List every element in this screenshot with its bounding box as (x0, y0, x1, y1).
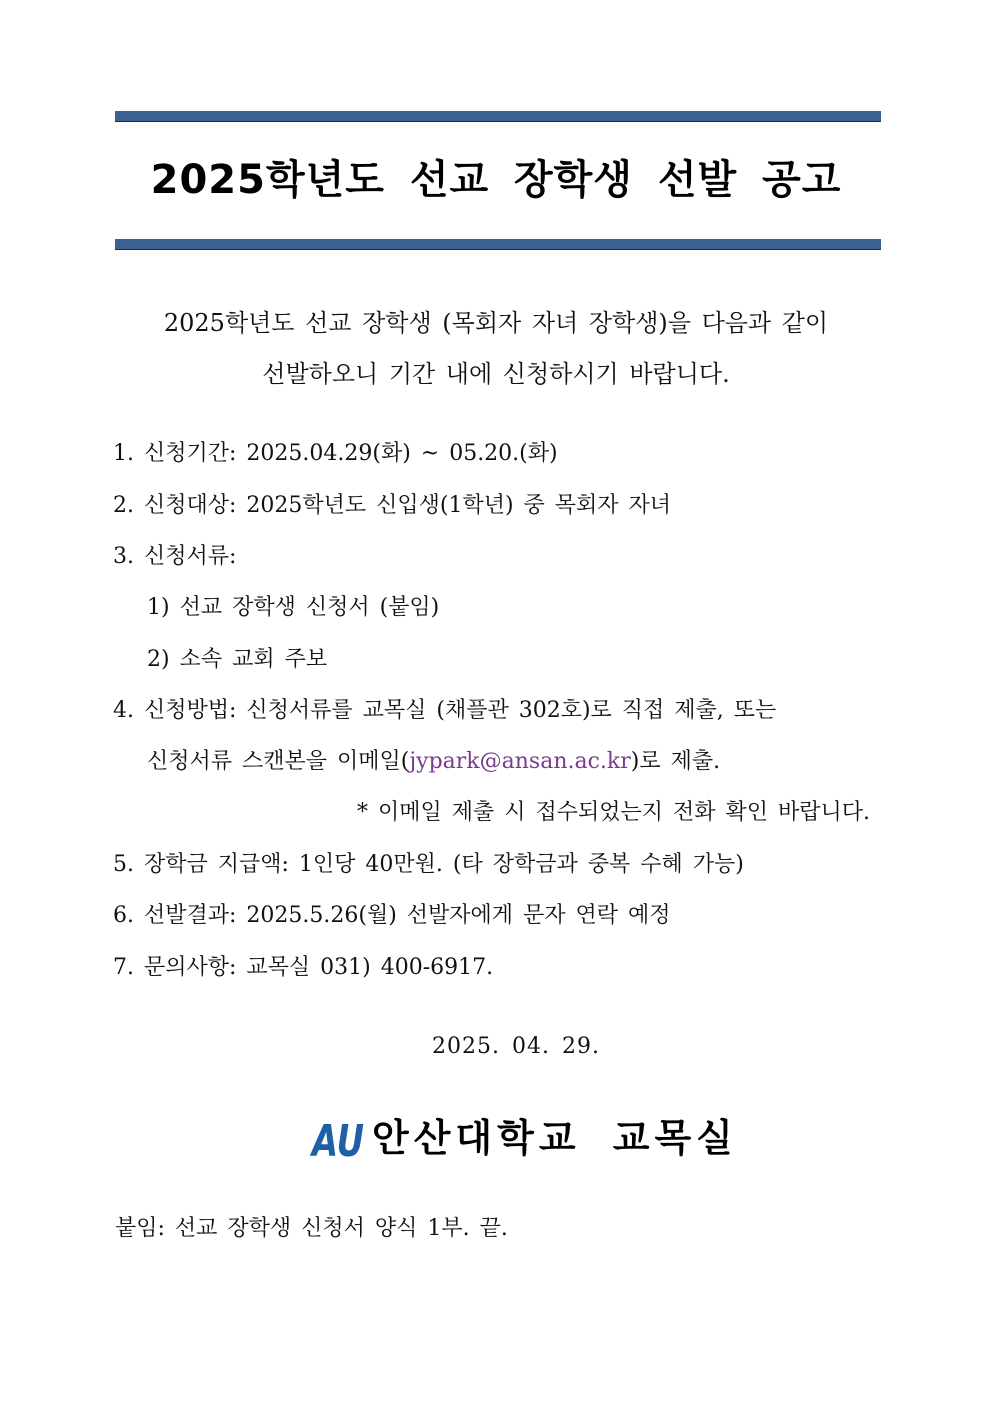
university-logo-icon (309, 1116, 364, 1167)
item-documents-sub-1: 1) 선교 장학생 신청서 (붙임) (147, 595, 440, 620)
item-contact: 7. 문의사항: 교목실 031) 400-6917. (113, 955, 494, 980)
signature-block (309, 1110, 738, 1167)
intro-line-1: 2025학년도 선교 장학생 (목회자 자녀 장학생)을 다음과 같이 (163, 309, 829, 337)
logo-text: AU (309, 1116, 364, 1167)
notice-date: 2025. 04. 29. (432, 1034, 600, 1059)
item-method-line-2 (147, 746, 720, 778)
organization-name: 안산대학교 교목실 (372, 1116, 738, 1160)
item-method-line-1: 4. 신청방법: 신청서류를 교목실 (채플관 302호)로 직접 제출, 또는 (113, 698, 777, 723)
item-documents: 3. 신청서류: (113, 544, 237, 569)
email-link[interactable]: jypark@ansan.ac.kr (409, 749, 631, 774)
item-method-text-before: 신청서류 스캔본을 이메일( (147, 749, 410, 774)
item-selection-result: 6. 선발결과: 2025.5.26(월) 선발자에게 문자 연락 예정 (113, 903, 671, 928)
attachment-note: 붙임: 선교 장학생 신청서 양식 1부. 끝. (115, 1216, 508, 1241)
item-method-note: * 이메일 제출 시 접수되었는지 전화 확인 바랍니다. (357, 800, 870, 825)
page-title: 2025학년도 선교 장학생 선발 공고 (150, 157, 842, 203)
intro-line-2: 선발하오니 기간 내에 신청하시기 바랍니다. (262, 360, 730, 388)
item-documents-sub-2: 2) 소속 교회 주보 (147, 647, 328, 672)
item-eligibility: 2. 신청대상: 2025학년도 신입생(1학년) 중 목회자 자녀 (113, 493, 672, 518)
item-method-text-after: )로 제출. (630, 749, 721, 774)
title-bottom-rule (115, 239, 881, 250)
item-application-period: 1. 신청기간: 2025.04.29(화) ~ 05.20.(화) (113, 441, 558, 466)
title-top-rule (115, 111, 881, 122)
item-scholarship-amount: 5. 장학금 지급액: 1인당 40만원. (타 장학금과 중복 수혜 가능) (113, 852, 744, 877)
